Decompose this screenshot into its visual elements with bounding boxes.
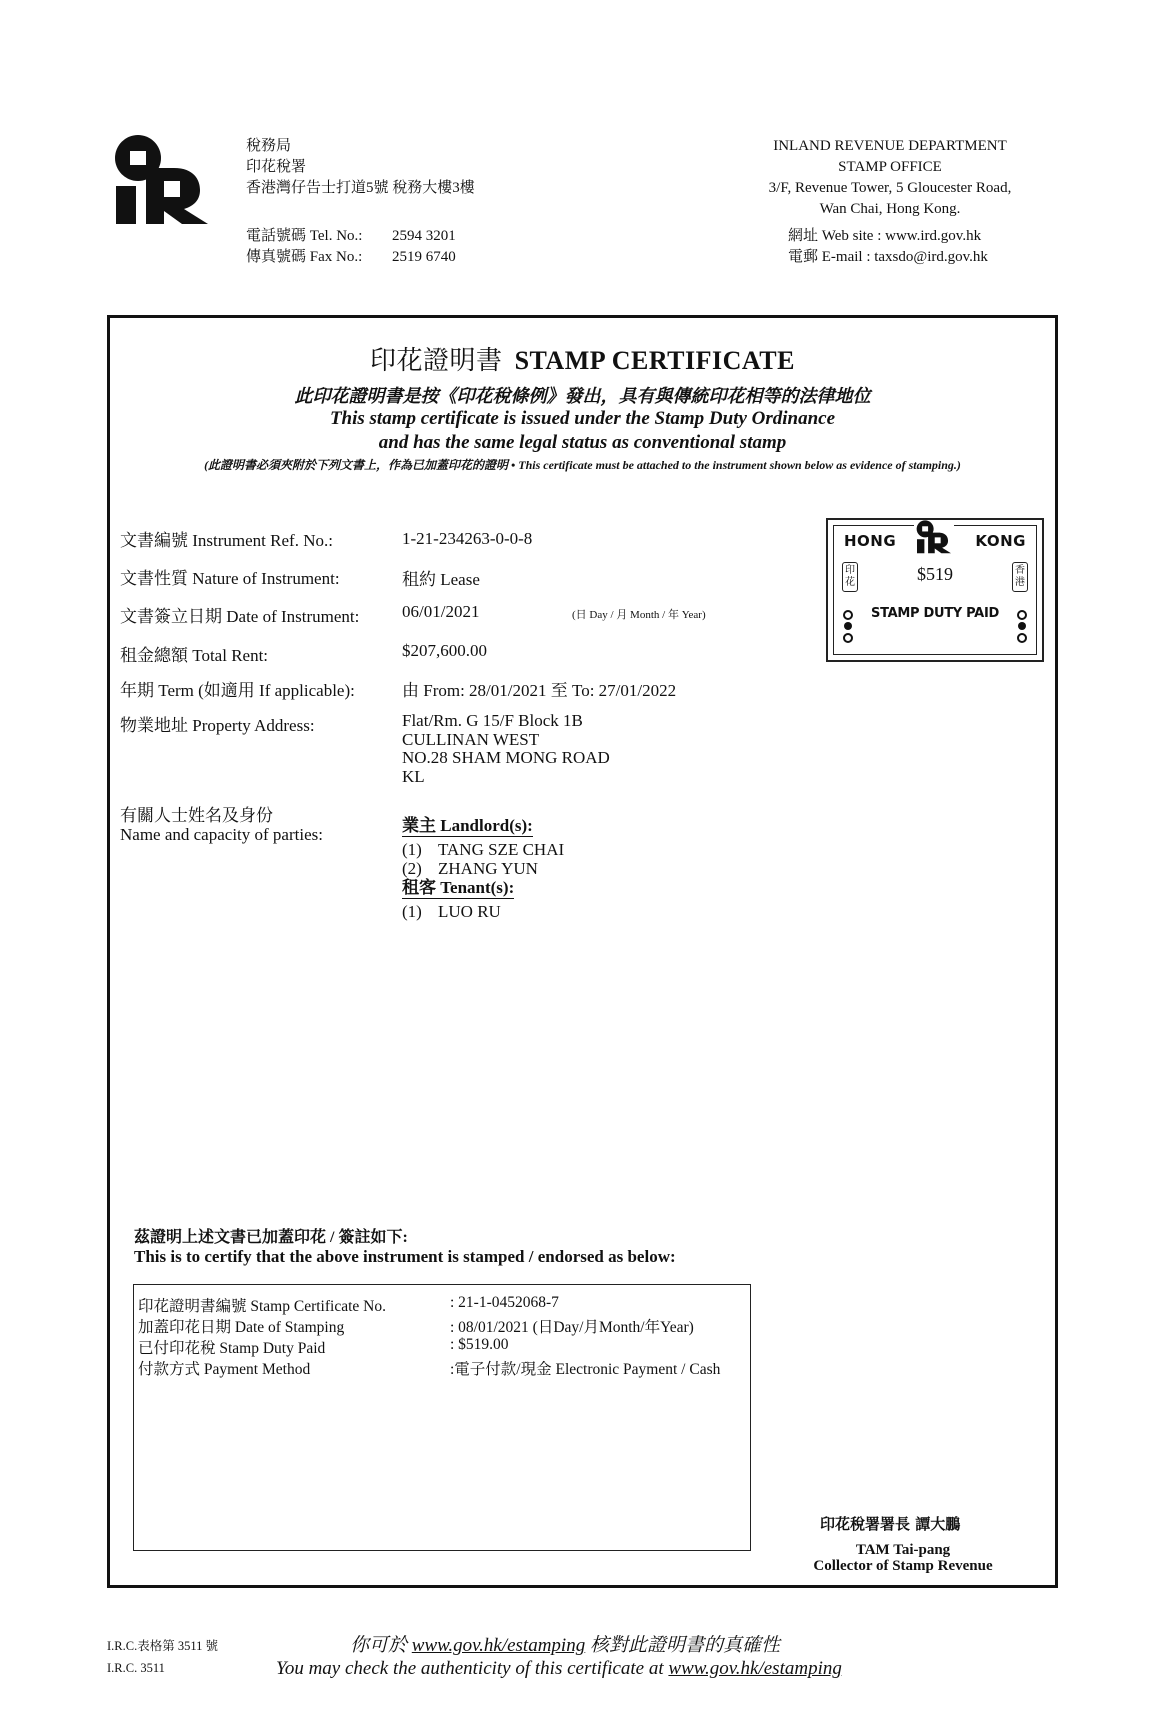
party-number: (1) bbox=[402, 840, 422, 859]
parties-label-zh: 有關人士姓名及身份 bbox=[120, 806, 273, 825]
stamp-hong: HONG bbox=[844, 532, 897, 550]
form-number-zh: I.R.C.表格第 3511 號 bbox=[107, 1639, 218, 1653]
rent-label: 租金總額 Total Rent: bbox=[120, 646, 269, 665]
detail-label: 印花證明書編號 Stamp Certificate No. bbox=[138, 1298, 386, 1315]
stamp-duty-paid-stamp bbox=[826, 518, 1044, 662]
fax-value: 2519 6740 bbox=[392, 249, 456, 265]
header-line: 印花稅署 bbox=[246, 159, 307, 175]
nature-label: 文書性質 Nature of Instrument: bbox=[120, 569, 340, 588]
landlord-heading: 業主 Landlord(s): bbox=[402, 816, 533, 835]
header-line: 香港灣仔告士打道5號 稅務大樓3樓 bbox=[246, 180, 475, 196]
address-label: 物業地址 Property Address: bbox=[120, 716, 315, 735]
property-address bbox=[402, 712, 610, 786]
subtitle-zh: 此印花證明書是按《印花稅條例》發出，具有與傳統印花相等的法律地位 bbox=[294, 386, 871, 406]
tel-value: 2594 3201 bbox=[392, 228, 456, 244]
parties-list bbox=[402, 816, 564, 921]
party-name: ZHANG YUN bbox=[438, 859, 538, 878]
list-item bbox=[402, 840, 564, 859]
party-name: TANG SZE CHAI bbox=[438, 840, 565, 859]
website-text: 網址 Web site : www.ird.gov.hk bbox=[788, 228, 982, 244]
seal-left: 印花 bbox=[842, 562, 858, 592]
detail-value: : $519.00 bbox=[450, 1336, 509, 1353]
stamp-paid-label: STAMP DUTY PAID bbox=[871, 606, 999, 621]
detail-value: :電子付款/現金 Electronic Payment / Cash bbox=[450, 1361, 721, 1378]
fax-label: 傳真號碼 Fax No.: bbox=[246, 249, 363, 265]
email-text: 電郵 E-mail : taxsdo@ird.gov.hk bbox=[788, 249, 988, 265]
certify-statement-zh: 茲證明上述文書已加蓋印花 / 簽註如下: bbox=[134, 1229, 408, 1246]
form-number bbox=[107, 1635, 218, 1679]
party-name: LUO RU bbox=[438, 902, 501, 921]
verify-note-en bbox=[276, 1658, 842, 1680]
term-label: 年期 Term (如適用 If applicable): bbox=[120, 681, 355, 700]
verify-note-zh bbox=[350, 1630, 780, 1657]
detail-label: 付款方式 Payment Method bbox=[138, 1361, 311, 1378]
fax-row bbox=[246, 247, 456, 268]
header-line: STAMP OFFICE bbox=[838, 159, 942, 175]
tel-label: 電話號碼 Tel. No.: bbox=[246, 228, 363, 244]
subtitle-en-1: This stamp certificate is issued under the Stamp Duty Ordinance bbox=[329, 408, 836, 429]
address-line: KL bbox=[402, 766, 425, 786]
header-web-contact bbox=[788, 226, 988, 268]
detail-label: 加蓋印花日期 Date of Stamping bbox=[138, 1319, 345, 1336]
verify-text: 你可於 bbox=[350, 1635, 412, 1656]
collector-title: 印花稅署署長 譚大鵬 bbox=[820, 1515, 961, 1533]
ref-label: 文書編號 Instrument Ref. No.: bbox=[120, 531, 333, 550]
term-value: 由 From: 28/01/2021 至 To: 27/01/2022 bbox=[402, 681, 677, 700]
subtitle-en-2: and has the same legal status as conventional stamp bbox=[378, 432, 787, 453]
address-line: CULLINAN WEST bbox=[402, 729, 540, 749]
address-line: NO.28 SHAM MONG ROAD bbox=[402, 748, 610, 767]
ornament-icon bbox=[1017, 610, 1027, 644]
nature-value: 租約 Lease bbox=[402, 570, 480, 589]
header-line: 3/F, Revenue Tower, 5 Gloucester Road, bbox=[768, 180, 1012, 196]
estamping-link[interactable]: www.gov.hk/estamping bbox=[668, 1658, 842, 1679]
collector-role: Collector of Stamp Revenue bbox=[813, 1558, 993, 1574]
detail-value: : 21-1-0452068-7 bbox=[450, 1294, 559, 1311]
tel-row bbox=[246, 226, 456, 247]
date-hint: (日 Day / 月 Month / 年 Year) bbox=[572, 609, 706, 621]
estamping-link[interactable]: www.gov.hk/estamping bbox=[411, 1635, 586, 1656]
header-address-en bbox=[740, 136, 1040, 220]
seal-right: 香港 bbox=[1012, 562, 1028, 592]
header-contact bbox=[246, 226, 456, 268]
form-number-en: I.R.C. 3511 bbox=[107, 1661, 165, 1675]
title-zh: 印花證明書 bbox=[370, 346, 503, 375]
ird-logo bbox=[112, 134, 212, 226]
stamp-amount: $519 bbox=[917, 564, 953, 584]
tenant-heading: 租客 Tenant(s): bbox=[402, 878, 515, 897]
address-line: Flat/Rm. G 15/F Block 1B bbox=[402, 711, 583, 730]
detail-label: 已付印花稅 Stamp Duty Paid bbox=[138, 1340, 326, 1357]
title-en: STAMP CERTIFICATE bbox=[514, 346, 795, 375]
party-number: (1) bbox=[402, 902, 422, 921]
parties-label-en: Name and capacity of parties: bbox=[120, 825, 323, 844]
detail-value: : 08/01/2021 (日Day/月Month/年Year) bbox=[450, 1319, 694, 1336]
list-item bbox=[402, 859, 564, 878]
header-line: INLAND REVENUE DEPARTMENT bbox=[773, 138, 1007, 154]
certificate-title bbox=[107, 340, 1058, 377]
verify-text: You may check the authenticity of this certificate at bbox=[276, 1658, 669, 1679]
certify-statement-en: This is to certify that the above instrument is stamped / endorsed as below: bbox=[134, 1247, 676, 1266]
header-line: 稅務局 bbox=[246, 138, 292, 154]
date-value: 06/01/2021 bbox=[402, 602, 480, 621]
header-address-zh bbox=[246, 136, 475, 199]
attachment-note: (此證明書必須夾附於下列文書上，作為已加蓋印花的證明 • This certificate must be attached to the instrument shown below as evidence of stamping.) bbox=[204, 458, 961, 472]
stamp-kong: KONG bbox=[975, 532, 1026, 550]
ornament-icon bbox=[843, 610, 853, 644]
collector-name: TAM Tai-pang bbox=[855, 1542, 951, 1558]
ref-value: 1-21-234263-0-0-8 bbox=[402, 529, 533, 548]
rent-value: $207,600.00 bbox=[402, 641, 487, 660]
verify-text: 核對此證明書的真確性 bbox=[585, 1635, 780, 1656]
parties-label bbox=[120, 806, 323, 844]
date-label: 文書簽立日期 Date of Instrument: bbox=[120, 607, 360, 626]
list-item bbox=[402, 902, 564, 921]
ird-logo-small bbox=[914, 520, 954, 554]
header-line: Wan Chai, Hong Kong. bbox=[819, 201, 961, 217]
party-number: (2) bbox=[402, 859, 422, 878]
